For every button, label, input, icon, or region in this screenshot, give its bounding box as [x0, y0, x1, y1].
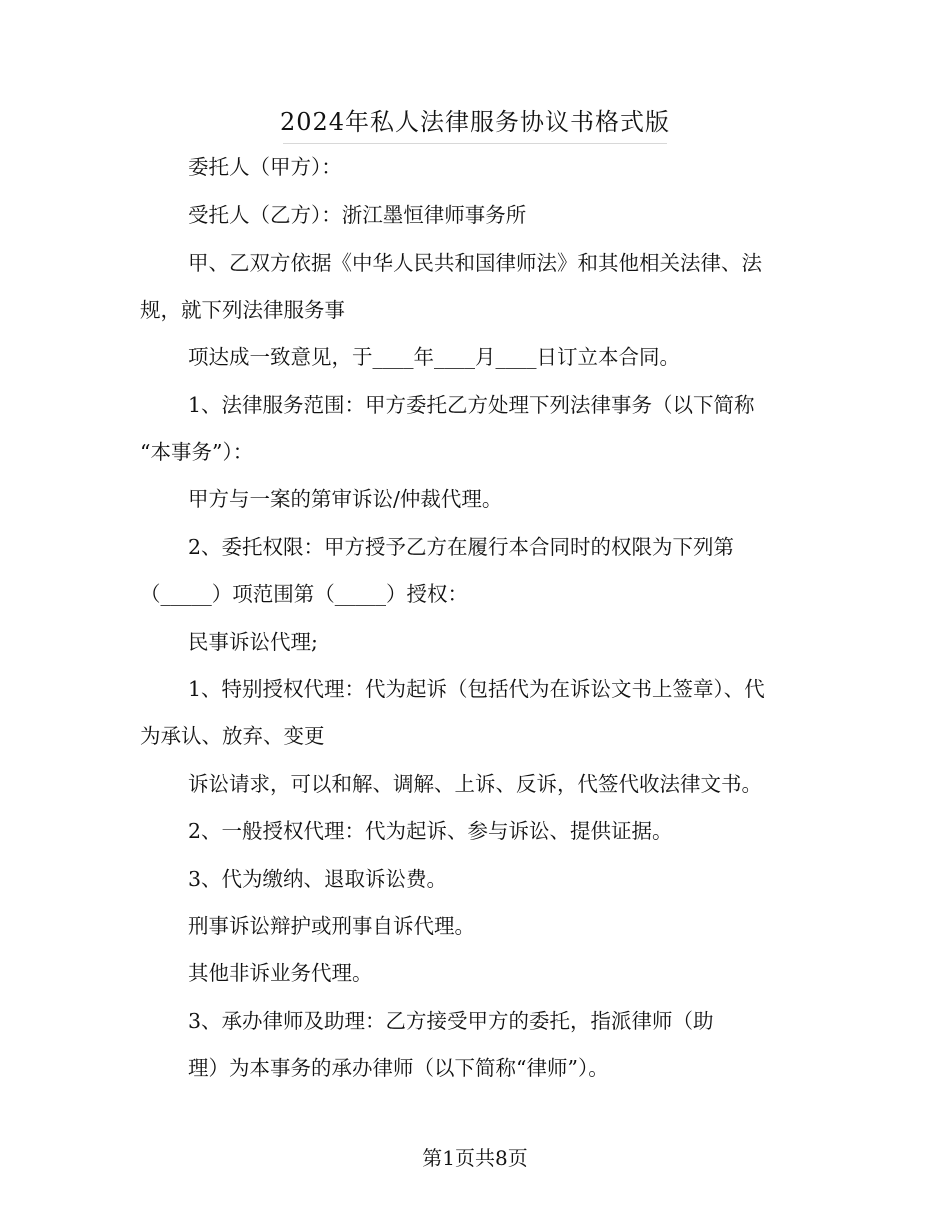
document-title: 2024年私人法律服务协议书格式版 [279, 108, 671, 136]
clause-line: （_____）项范围第（_____）授权： [140, 582, 468, 606]
clause-line: 2、一般授权代理：代为起诉、参与诉讼、提供证据。 [188, 819, 673, 843]
clause-line: 规，就下列法律服务事 [140, 298, 345, 322]
clause-line: 1、特别授权代理：代为起诉（包括代为在诉讼文书上签章）、代 [188, 677, 765, 701]
clause-line: “本事务”）： [140, 440, 254, 464]
clause-line: 委托人（甲方）： [188, 155, 342, 179]
clause-line: 民事诉讼代理; [188, 630, 318, 654]
clause-line: 2、委托权限：甲方授予乙方在履行本合同时的权限为下列第 [188, 535, 735, 559]
page-footer: 第1页共8页 [422, 1146, 528, 1170]
clause-line: 诉讼请求，可以和解、调解、上诉、反诉，代签代收法律文书。 [188, 772, 762, 796]
title-divider [283, 143, 667, 144]
clause-line: 刑事诉讼辩护或刑事自诉代理。 [188, 914, 475, 938]
clause-line: 3、承办律师及助理：乙方接受甲方的委托，指派律师（助 [188, 1009, 714, 1033]
clause-line: 为承认、放弃、变更 [140, 724, 325, 748]
clause-line: 1、法律服务范围：甲方委托乙方处理下列法律事务（以下简称 [188, 393, 755, 417]
clause-line: 甲、乙双方依据《中华人民共和国律师法》和其他相关法律、法 [188, 251, 762, 275]
clause-line: 3、代为缴纳、退取诉讼费。 [188, 867, 448, 891]
clause-line: 项达成一致意见，于____年____月____日订立本合同。 [188, 345, 680, 369]
clause-line: 其他非诉业务代理。 [188, 961, 373, 985]
clause-line: 理）为本事务的承办律师（以下简称“律师”）。 [188, 1056, 609, 1080]
clause-line: 甲方与一案的第审诉讼/仲裁代理。 [188, 487, 503, 511]
clause-line: 受托人（乙方）：浙江墨恒律师事务所 [188, 203, 527, 227]
